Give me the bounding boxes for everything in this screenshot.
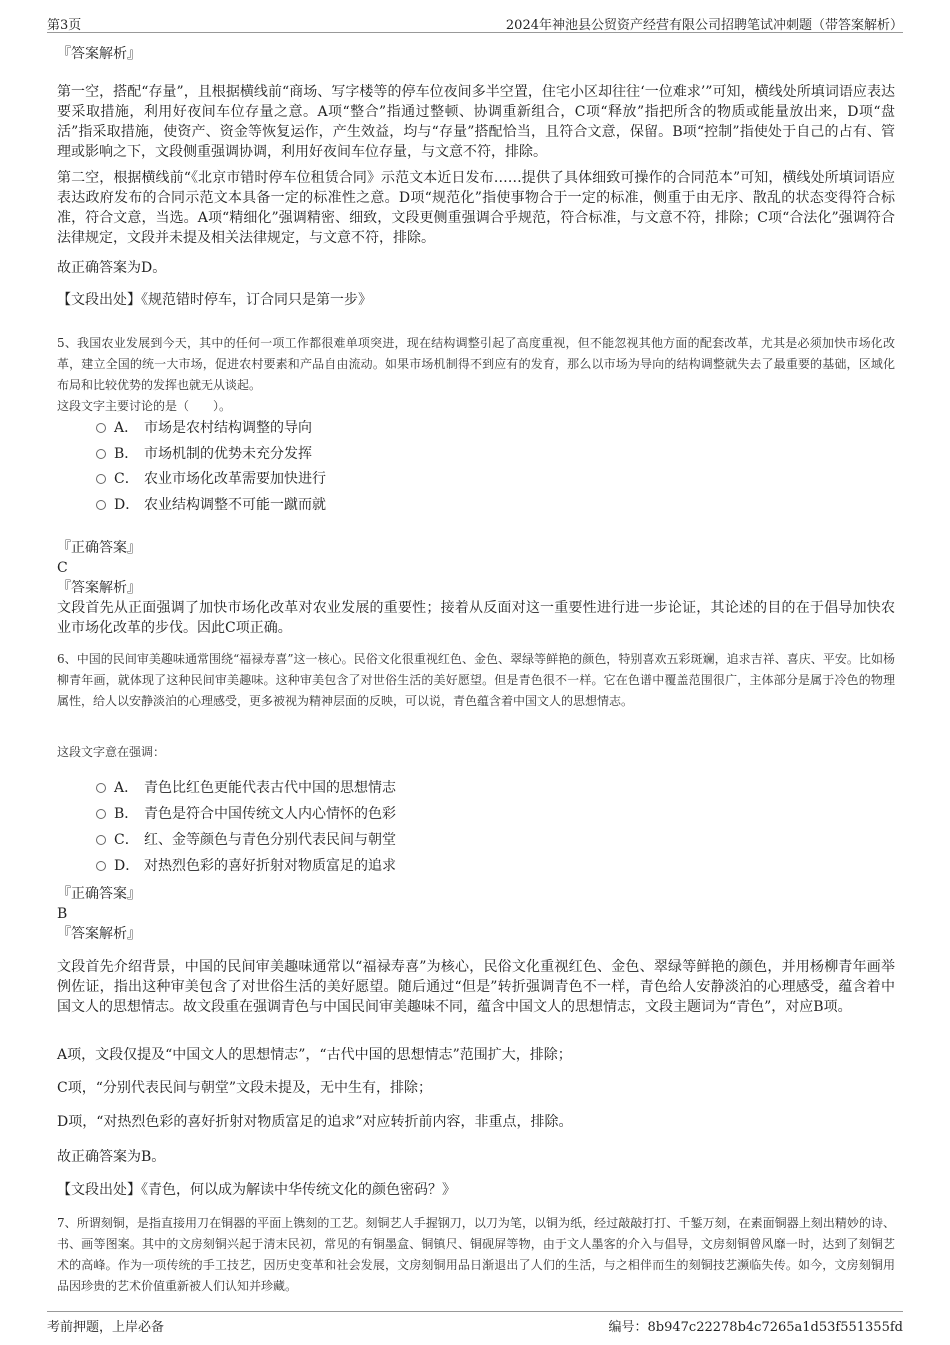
q6-analysis-label: 『答案解析』 [57,926,141,942]
q5-option-a-letter: A． [114,420,139,436]
q5-stem-block [57,333,895,417]
footer-slogan: 考前押题，上岸必备 [47,1320,165,1335]
q5-analysis: 文段首先从正面强调了加快市场化改革对农业发展的重要性；接着从反面对这一重要性进行进一步论证，其论述的目的在于倡导加快农业市场化改革的步伐。因此C项正确。 [57,600,895,636]
q4-conclusion-block [57,258,895,278]
q6-a-note: A项，文段仅提及“中国文人的思想情志”，“古代中国的思想情志”范围扩大，排除； [57,1047,572,1063]
q5-answer-label: 『正确答案』 [57,540,141,556]
q5-option-c-text: 农业市场化改革需要加快进行 [144,471,326,487]
q6-c-note-block [57,1078,895,1098]
q4-conclusion: 故正确答案为D。 [57,260,167,276]
q4-analysis-para1-block [57,82,895,162]
q6-question-block [57,742,895,763]
q6-stem: 6、中国的民间审美趣味通常围绕“福禄寿喜”这一核心。民俗文化很重视红色、金色、翠绿等鲜艳的颜色，特别喜欢五彩斑斓，追求吉祥、喜庆、平安。比如杨柳青年画，就体现了这种民间审美趣味。这种审美包含了对世俗生活的美好愿望。但是青色很不一样。它在色谱中覆盖范围很广，主体部分是属于冷色的物理属性，给人以安静淡泊的心理感受，更多被视为精神层面的反映，可以说，青色蕴含着中国文人的思想情志。 [57,652,895,708]
q4-source: 【文段出处】《规范错时停车，订合同只是第一步》 [57,292,372,308]
q6-option-b-letter: B． [114,806,139,822]
q6-option-b-text: 青色是符合中国传统文人内心情怀的色彩 [144,806,396,822]
q4-analysis-para2: 第二空，根据横线前“《北京市错时停车位租赁合同》示范文本近日发布……提供了具体细致可操作的合同范本”可知，横线处所填词语应表达政府发布的合同示范文本具备一定的标准性之意。D项“规范化”指使事物合于一定的标准，侧重于由无序、散乱的状态变得符合标准，符合文意，当选。A项“精细化”强调精密、细致，文段更侧重强调合乎规范，符合标准，与文意不符，排除；C项“合法化”强调符合法律规定，文段并未提及相关法律规定，与文意不符，排除。 [57,170,895,246]
q6-option-c[interactable] [96,831,396,849]
q6-option-d-letter: D． [114,858,140,874]
page-header [47,14,903,33]
q5-option-d[interactable] [96,496,326,514]
radio-icon[interactable] [96,423,106,433]
q5-option-b-text: 市场机制的优势未充分发挥 [144,446,312,462]
page-number: 第3页 [47,18,82,33]
q6-d-note-block [57,1112,895,1132]
radio-icon[interactable] [96,474,106,484]
q5-option-c[interactable] [96,470,326,488]
q6-option-c-letter: C． [114,832,139,848]
q5-option-a-text: 市场是农村结构调整的导向 [144,420,312,436]
q5-answer: C [57,560,68,576]
q7-stem-block [57,1213,895,1297]
q6-answer: B [57,906,68,922]
document-title: 2024年神池县公贸资产经营有限公司招聘笔试冲刺题（带答案解析） [505,18,903,33]
q5-answer-block [57,538,895,638]
q4-analysis-label-block [57,44,895,64]
q6-option-a-letter: A． [114,780,139,796]
q5-option-b-letter: B． [114,446,139,462]
q6-option-a-text: 青色比红色更能代表古代中国的思想情志 [144,780,396,796]
q4-analysis-para2-block [57,168,895,248]
q6-answer-block [57,884,895,944]
q6-answer-label: 『正确答案』 [57,886,141,902]
q5-option-b[interactable] [96,445,312,463]
q6-option-b[interactable] [96,805,396,823]
q5-analysis-label: 『答案解析』 [57,580,141,596]
radio-icon[interactable] [96,835,106,845]
q6-option-a[interactable] [96,779,396,797]
q6-source: 【文段出处】《青色，何以成为解读中华传统文化的颜色密码？》 [57,1182,456,1198]
radio-icon[interactable] [96,500,106,510]
q6-conclusion: 故正确答案为B。 [57,1149,166,1165]
q6-option-c-text: 红、金等颜色与青色分别代表民间与朝堂 [144,832,396,848]
page-footer [47,1311,903,1335]
q5-stem: 5、我国农业发展到今天，其中的任何一项工作都很难单项突进，现在结构调整引起了高度重视，但不能忽视其他方面的配套改革，尤其是必须加快市场化改革，建立全国的统一大市场，促进农村要素和产品自由流动。如果市场机制得不到应有的发育，那么以市场为导向的结构调整就失去了最重要的基础，区域化布局和比较优势的发挥也就无从谈起。 [57,336,895,392]
q5-option-a[interactable] [96,419,312,437]
q6-source-block [57,1180,895,1200]
q6-option-d-text: 对热烈色彩的喜好折射对物质富足的追求 [144,858,396,874]
q5-option-c-letter: C． [114,471,139,487]
q4-analysis-label: 『答案解析』 [57,46,141,62]
q6-question: 这段文字意在强调： [57,745,166,759]
q4-source-block [57,290,895,310]
q7-stem: 7、所谓刻铜，是指直接用刀在铜器的平面上镌刻的工艺。刻铜艺人手握钢刀，以刀为笔，以铜为纸，经过敲敲打打、千錾万刻，在素面铜器上刻出精妙的诗、书、画等图案。其中的文房刻铜兴起于清末民初，常见的有铜墨盒、铜镇尺、铜砚屏等物，由于文人墨客的介入与倡导，文房刻铜曾风靡一时，达到了刻铜艺术的高峰。作为一项传统的手工技艺，因历史变革和社会发展，文房刻铜用品日渐退出了人们的生活，与之相伴而生的刻铜技艺濒临失传。如今，文房刻铜用品因珍贵的艺术价值重新被人们认知并珍藏。 [57,1216,895,1293]
q5-option-d-letter: D． [114,497,140,513]
document-id: 编号：8b947c22278b4c7265a1d53f551355fd [608,1320,903,1335]
q6-d-note: D项，“对热烈色彩的喜好折射对物质富足的追求”对应转折前内容，非重点，排除。 [57,1114,573,1130]
q6-analysis: 文段首先介绍背景，中国的民间审美趣味通常以“福禄寿喜”为核心，民俗文化重视红色、金色、翠绿等鲜艳的颜色，并用杨柳青年画举例佐证，指出这种审美包含了对世俗生活的美好愿望。随后通过“但是”转折强调青色不一样，青色给人安静淡泊的心理感受，蕴含着中国文人的思想情志。故文段重在强调青色与中国民间审美趣味不同，蕴含中国文人的思想情志，文段主题词为“青色”，对应B项。 [57,959,895,1015]
q6-c-note: C项，“分别代表民间与朝堂”文段未提及，无中生有，排除； [57,1080,433,1096]
q6-analysis-block [57,957,895,1017]
radio-icon[interactable] [96,861,106,871]
q6-option-d[interactable] [96,857,396,875]
q6-stem-block [57,649,895,712]
q6-a-note-block [57,1045,895,1065]
radio-icon[interactable] [96,449,106,459]
q4-analysis-para1: 第一空，搭配“存量”，且根据横线前“商场、写字楼等的停车位夜间多半空置，住宅小区却往往‘一位难求’”可知，横线处所填词语应表达要采取措施，利用好夜间车位存量之意。A项“整合”指通过整顿、协调重新组合，C项“释放”指把所含的物质或能量放出来，D项“盘活”指采取措施，使资产、资金等恢复运作，产生效益，均与“存量”搭配恰当，且符合文意，保留。B项“控制”指使处于自己的占有、管理或影响之下，文段侧重强调协调，利用好夜间车位存量，与文意不符，排除。 [57,84,895,160]
q5-option-d-text: 农业结构调整不可能一蹴而就 [144,497,326,513]
radio-icon[interactable] [96,783,106,793]
q6-conclusion-block [57,1147,895,1167]
radio-icon[interactable] [96,809,106,819]
q5-question: 这段文字主要讨论的是（ ）。 [57,399,232,413]
